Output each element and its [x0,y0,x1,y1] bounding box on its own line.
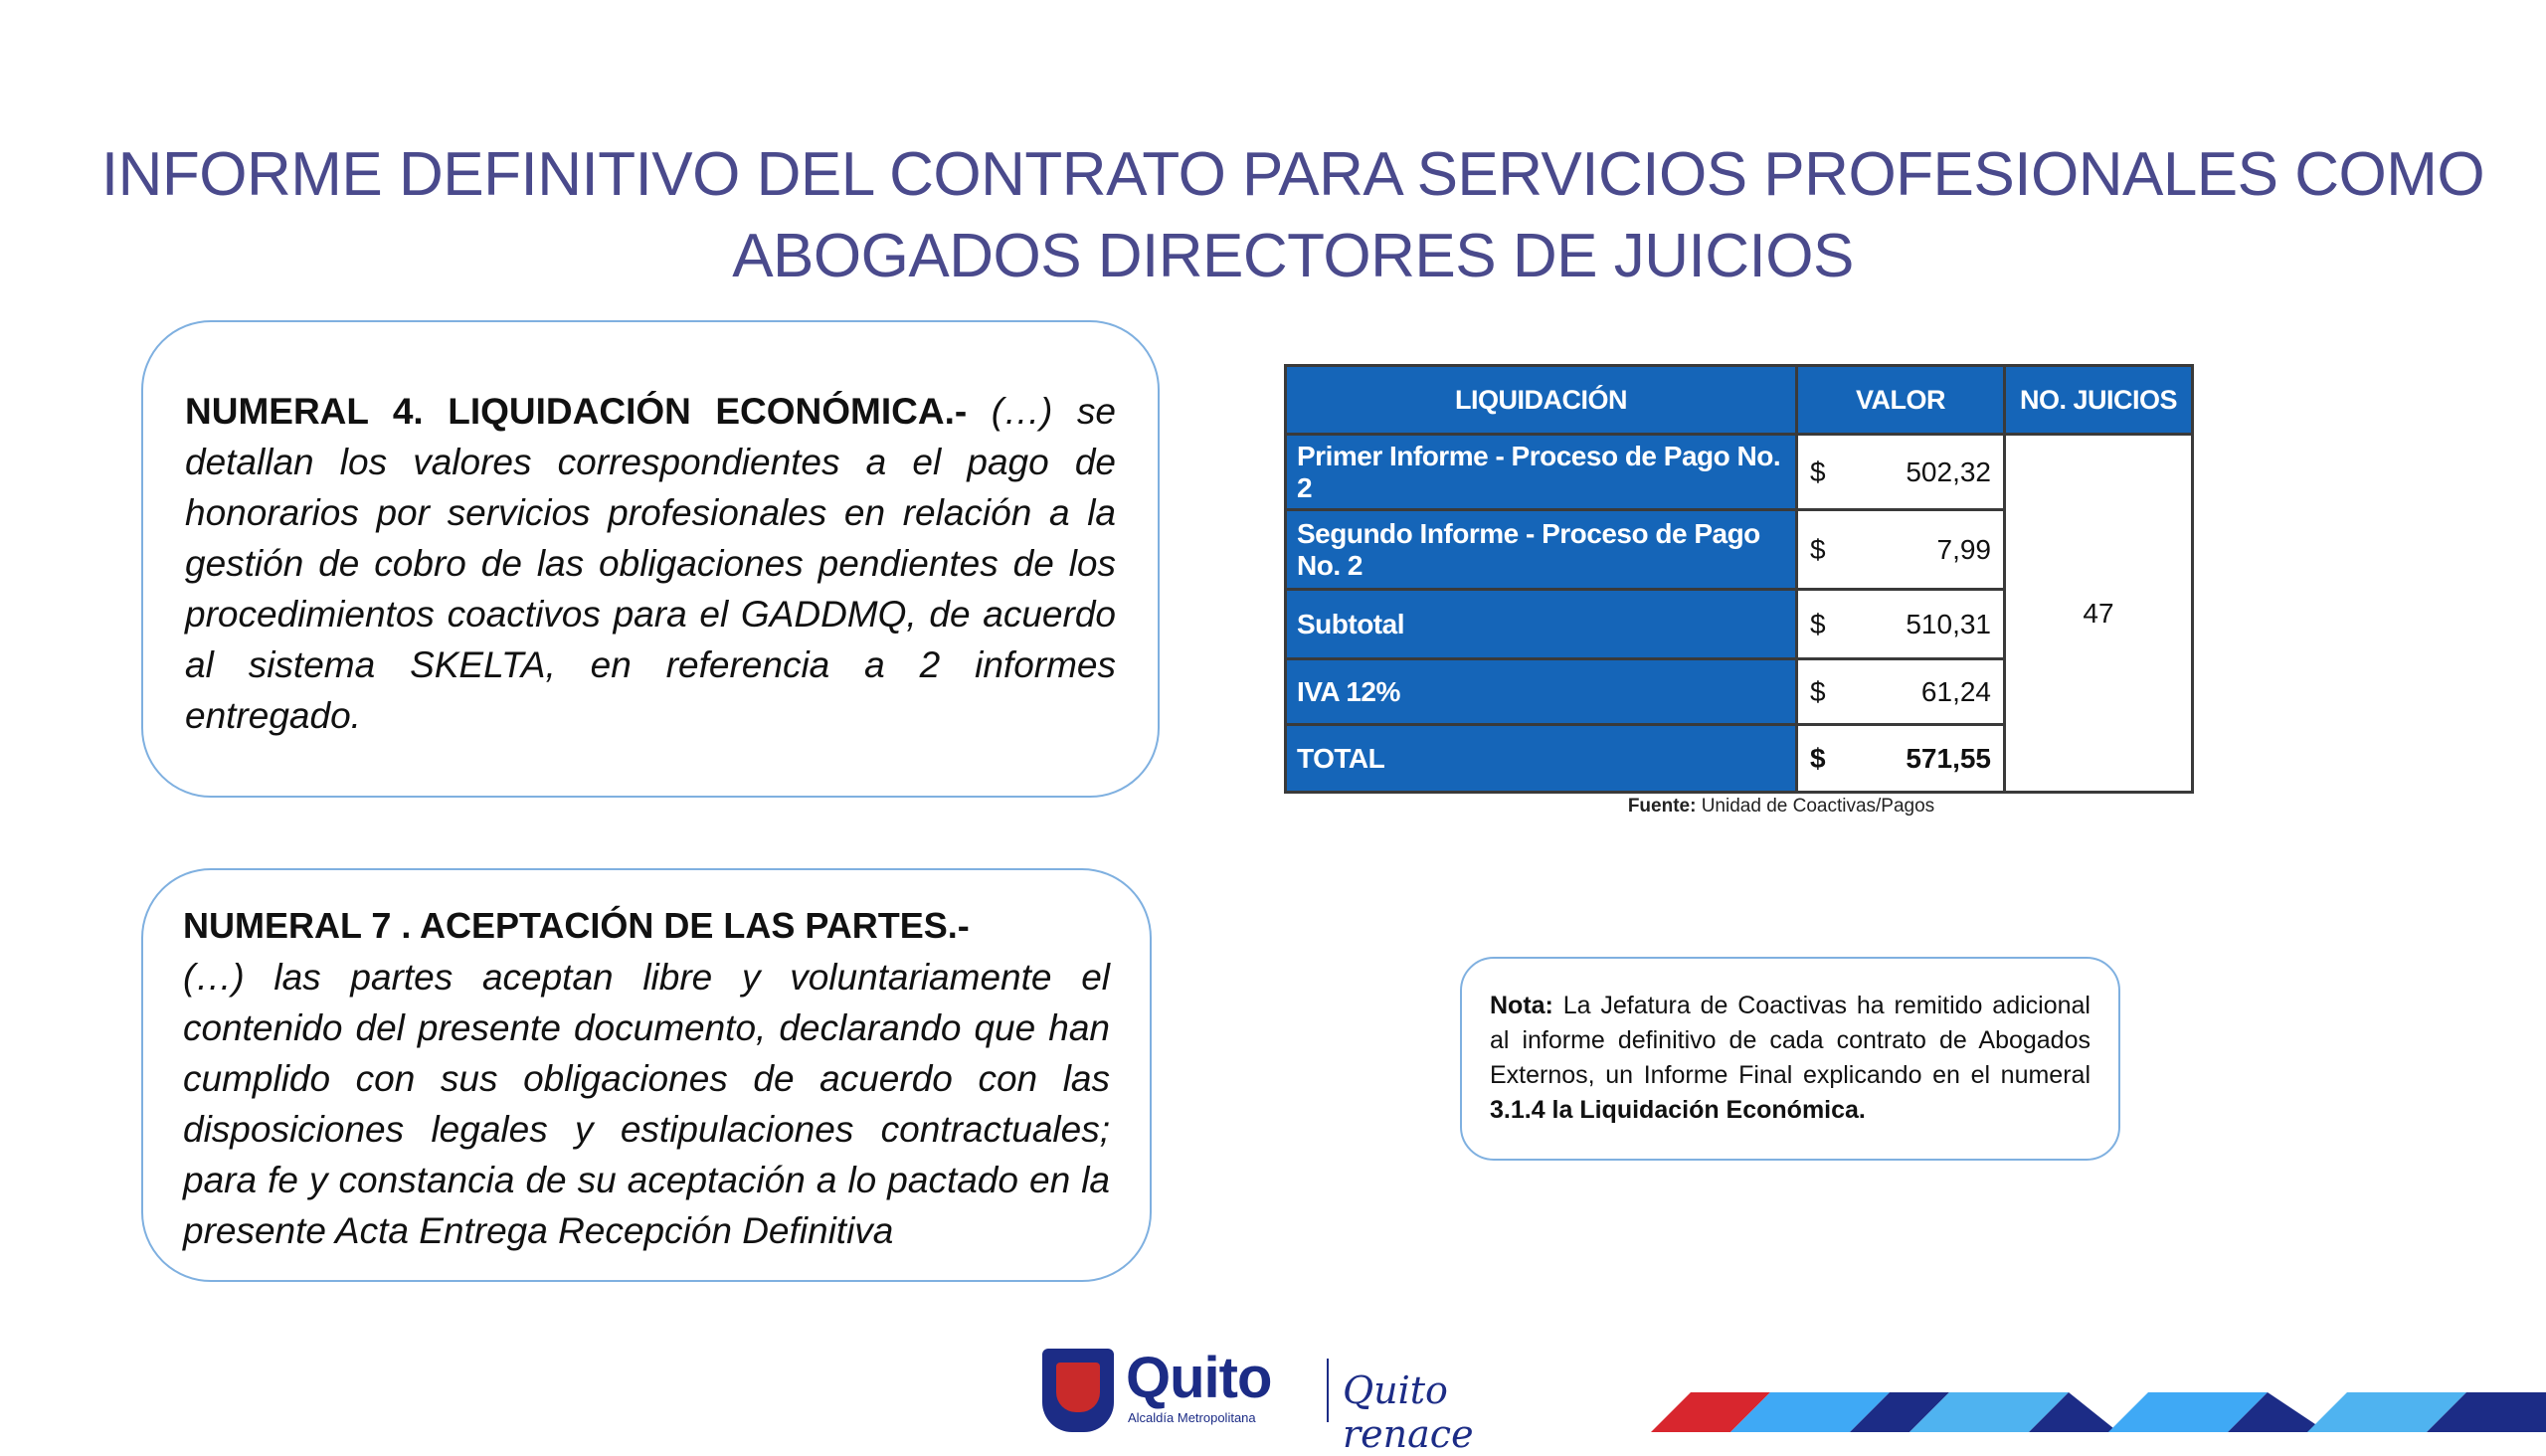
row-value [1797,590,2005,659]
note-box [1460,957,2120,1161]
slogan: Quito renace [1343,1368,1474,1456]
city-shield-icon [1042,1349,1114,1432]
amount: 7,99 [1936,533,1991,565]
liquidation-table [1284,364,2194,794]
numeral-4-text [185,386,1116,741]
numeral-4-heading: NUMERAL 4. LIQUIDACIÓN ECONÓMICA.- [185,391,968,432]
quito-logo [1042,1346,1579,1456]
amount: 502,32 [1906,455,1991,487]
row-label: Segundo Informe - Proceso de Pago No. 2 [1286,510,1797,590]
table-source [1284,796,2278,818]
table-header-row [1286,366,2193,435]
table-row [1286,435,2193,510]
amount: 61,24 [1920,675,1991,707]
numeral-4-body: (…) se detallan los valores correspondientes a el pago de honorarios por servicios profesionales en relación a la gestión de cobro de las obligaciones pendientes de los procedimientos coactivos para el GADDMQ, de acuerdo al sistema SKELTA, en referencia a 2 informes entregado. [185,391,1116,736]
logo-divider [1327,1359,1329,1422]
source-text: Unidad de Coactivas/Pagos [1696,796,1935,817]
numeral-4-box [141,320,1160,798]
row-value [1797,510,2005,590]
note-text: La Jefatura de Coactivas ha remitido adicional al informe definitivo de cada contrato de Abogados Externos, un Informe Final explicando en el numeral [1490,992,2091,1089]
row-value [1797,659,2005,725]
brand-subtitle: Alcaldía Metropolitana [1128,1410,1256,1425]
juicios-count: 47 [2005,435,2193,793]
numeral-7-heading: NUMERAL 7 . ACEPTACIÓN DE LAS PARTES.- [183,905,970,946]
numeral-7-body [183,952,1110,1256]
note-label: Nota: [1490,992,1553,1019]
row-value [1797,725,2005,793]
header-juicios: NO. JUICIOS [2005,366,2193,435]
numeral-7-box [141,868,1152,1282]
amount: 510,31 [1906,608,1991,639]
row-label: IVA 12% [1286,659,1797,725]
currency-symbol: $ [1810,742,1826,774]
row-label: Subtotal [1286,590,1797,659]
currency-symbol: $ [1810,675,1826,707]
note-bold-tail: 3.1.4 la Liquidación Económica. [1490,1096,1866,1124]
decorative-pattern [1651,1392,2546,1432]
header-liquidacion: LIQUIDACIÓN [1286,366,1797,435]
currency-symbol: $ [1810,533,1826,565]
brand-name: Quito [1126,1346,1272,1410]
currency-symbol: $ [1810,455,1826,487]
numeral-7-body-text: (…) las partes aceptan libre y voluntariamente el contenido del presente documento, declarando que han cumplido con sus obligaciones de acuerdo con las disposiciones legales y estipulaciones contractuales; para fe y constancia de su aceptación a lo pactado en la presente Acta Entrega Recepción Definitiva [183,957,1110,1251]
source-label: Fuente: [1627,796,1697,817]
row-label: Primer Informe - Proceso de Pago No. 2 [1286,435,1797,510]
header-valor: VALOR [1797,366,2005,435]
amount: 571,55 [1906,742,1991,774]
row-value [1797,435,2005,510]
currency-symbol: $ [1810,608,1826,639]
title-line-1: INFORME DEFINITIVO DEL CONTRATO PARA SERVICIOS PROFESIONALES COMO [100,140,2485,209]
title-line-2: ABOGADOS DIRECTORES DE JUICIOS [732,222,1854,290]
row-label: TOTAL [1286,725,1797,793]
page-title [99,134,2486,297]
